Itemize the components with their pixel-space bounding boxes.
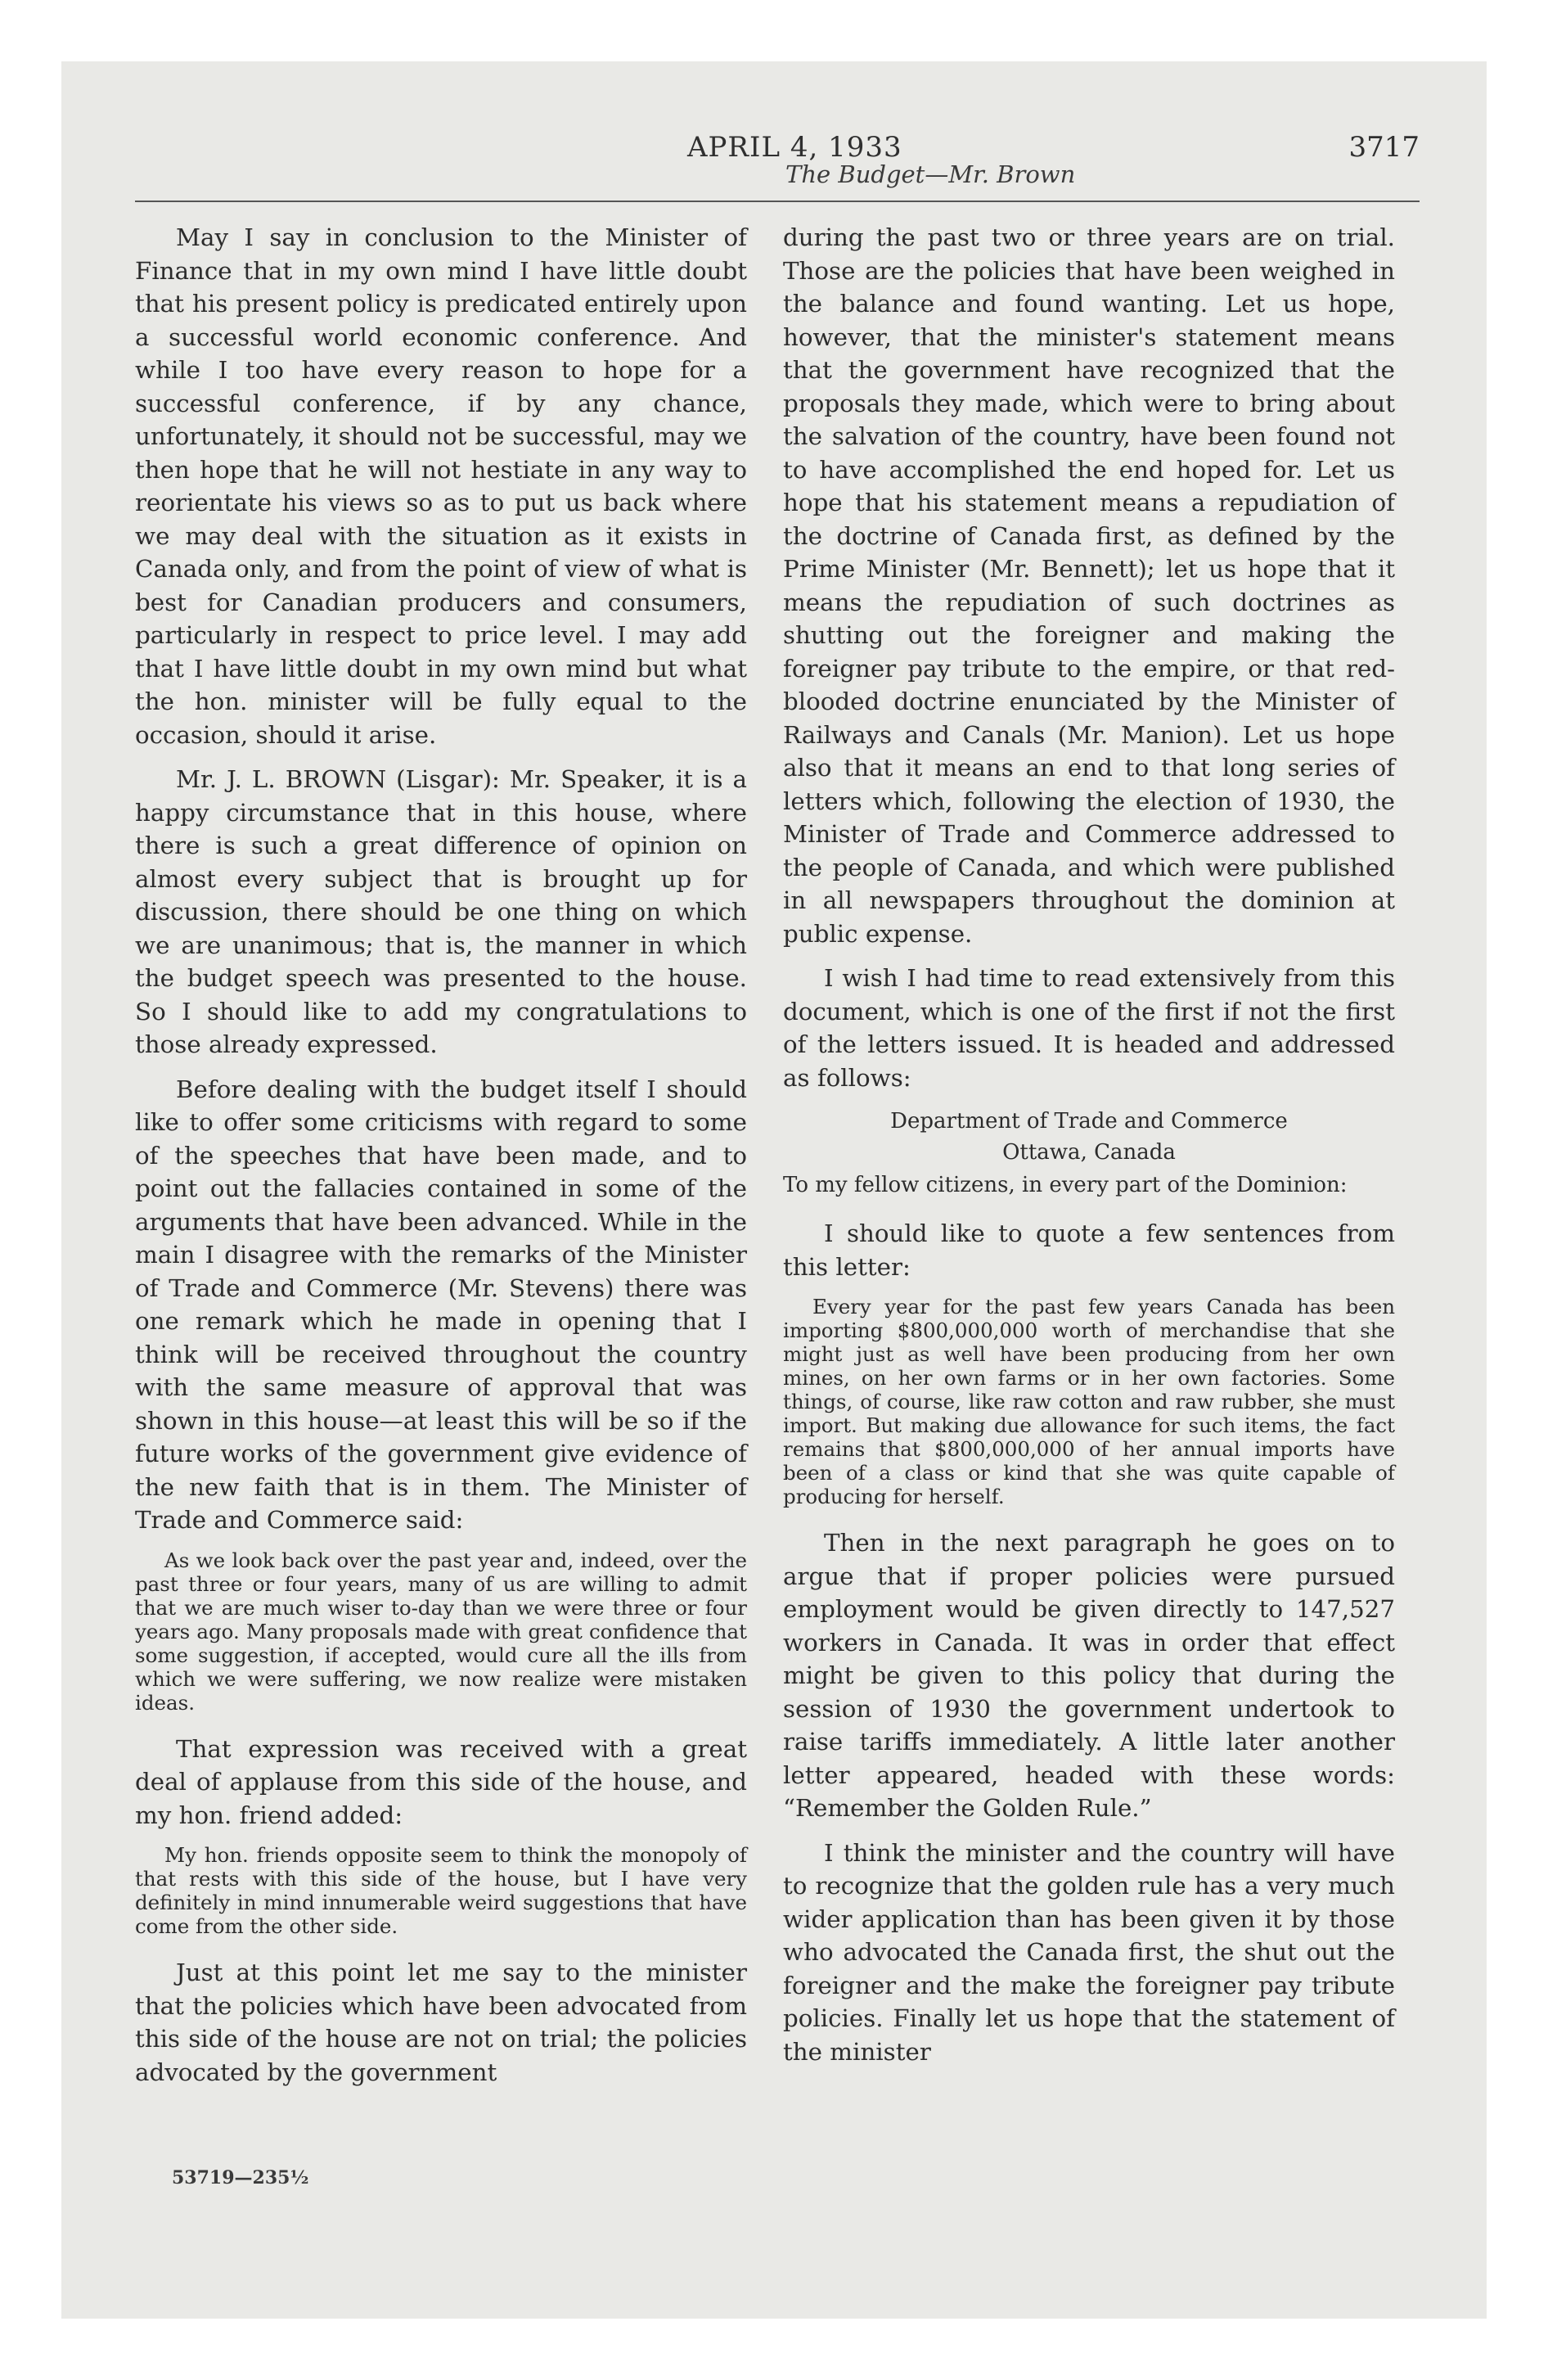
paragraph: May I say in conclusion to the Minister of Finance that in my own mind I have little doubt that his present policy is predicated entirely upon a successful world economic conference. And while I too have every reason to hope for a successful conference, if by any chance, unfortunately, it should not be successful, may we then hope that he will not hestiate in any way to reorientate his views so as to put us back where we may deal with the situation as it exists in Canada only, and from the point of view of what is best for Canadian producers and consumers, particularly in respect to price level. I may add that I have little doubt in my own mind but what the hon. minister will be fully equal to the occasion, should it arise. — [135, 223, 747, 749]
letter-heading-place: Ottawa, Canada — [1002, 1140, 1176, 1165]
paragraph: I wish I had time to read extensively from this document, which is one of the first if not the first of the letters issued. It is headed and addressed as follows: — [783, 964, 1395, 1092]
paragraph: Then in the next paragraph he goes on to argue that if proper policies were pursued employment would be given directly to 147,527 workers in Canada. It was in order that effect might be given to this policy that during the session of 1930 the government undertook to raise tariffs immediately. A little later another letter appeared, headed with these words: “Remember the Golden Rule.” — [783, 1529, 1395, 1822]
paragraph: That expression was received with a great deal of applause from this side of the house, and my hon. friend added: — [135, 1734, 747, 1829]
paragraph: Before dealing with the budget itself I should like to offer some criticisms with regard to some of the speeches that have been made, and to point out the fallacies contained in some of the arguments that have been advanced. While in the main I disagree with the remarks of the Minister of Trade and Commerce (Mr. Stevens) there was one remark which he made in opening that I think will be received throughout the country with the same measure of approval that was shown in this house—at least this will be so if the future works of the government give evidence of the new faith that is in them. The Minister of Trade and Commerce said: — [135, 1075, 747, 1534]
left-column — [135, 221, 747, 2100]
block-quote: As we look back over the past year and, indeed, over the past three or four years, many of us are willing to admit that we are much wiser to-day than we were three or four years ago. Many proposals made with great confidence that some suggestion, if accepted, would cure all the ills from which we were suffering, we now realize were mistaken ideas. — [135, 1548, 747, 1715]
header-date: APRIL 4, 1933 — [687, 131, 902, 164]
paragraph: Mr. J. L. BROWN (Lisgar): Mr. Speaker, it is a happy circumstance that in this house, where there is such a great difference of opinion on almost every subject that is brought up for discussion, there should be one thing on which we are unanimous; that is, the manner in which the budget speech was presented to the house. So I should like to add my congratulations to those already expressed. — [135, 765, 747, 1058]
header-rule — [135, 201, 1420, 202]
letter-heading-department: Department of Trade and Commerce — [890, 1109, 1288, 1134]
paragraph: during the past two or three years are on trial. Those are the policies that have been weighed in the balance and found wanting. Let us hope, however, that the minister's statement means that the government have recognized that the proposals they made, which were to bring about the salvation of the country, have been found not to have accomplished the end hoped for. Let us hope that his statement means a repudiation of the doctrine of Canada first, as defined by the Prime Minister (Mr. Bennett); let us hope that it means the repudiation of such doctrines as shutting out the foreigner and making the foreigner pay tribute to the empire, or that red-blooded doctrine enunciated by the Minister of Railways and Canals (Mr. Manion). Let us hope also that it means an end to that long series of letters which, following the election of 1930, the Minister of Trade and Commerce addressed to the people of Canada, and which were published in all newspapers throughout the dominion at public expense. — [783, 223, 1395, 948]
print-code: 53719—235½ — [172, 2167, 309, 2188]
block-quote: My hon. friends opposite seem to think the monopoly of that rests with this side of the house, but I have very definitely in mind innumerable weird suggestions that have come from the other side. — [135, 1843, 747, 1938]
block-quote: Every year for the past few years Canada has been importing $800,000,000 worth of merchandise that she might just as well have been producing from her own mines, on her own farms or in her own factories. Some things, of course, like raw cotton and raw rubber, she must import. But making due allowance for such items, the fact remains that $800,000,000 of her annual imports have been of a class or kind that she was quite capable of producing for herself. — [783, 1295, 1395, 1508]
page-number: 3717 — [1348, 131, 1420, 164]
letter-salutation: To my fellow citizens, in every part of the Dominion: — [783, 1173, 1348, 1197]
paragraph: I think the minister and the country will have to recognize that the golden rule has a very much wider application than has been given it by those who advocated the Canada first, the shut out the foreigner and the make the foreigner pay tribute policies. Finally let us hope that the statement of the minister — [783, 1838, 1395, 2066]
right-column — [783, 221, 1395, 2080]
paragraph: Just at this point let me say to the minister that the policies which have been advocated from this side of the house are not on trial; the policies advocated by the government — [135, 1959, 747, 2086]
page-header — [135, 129, 1420, 188]
header-subtitle: The Budget—Mr. Brown — [785, 160, 1076, 188]
paragraph: I should like to quote a few sentences from this letter: — [783, 1219, 1395, 1281]
